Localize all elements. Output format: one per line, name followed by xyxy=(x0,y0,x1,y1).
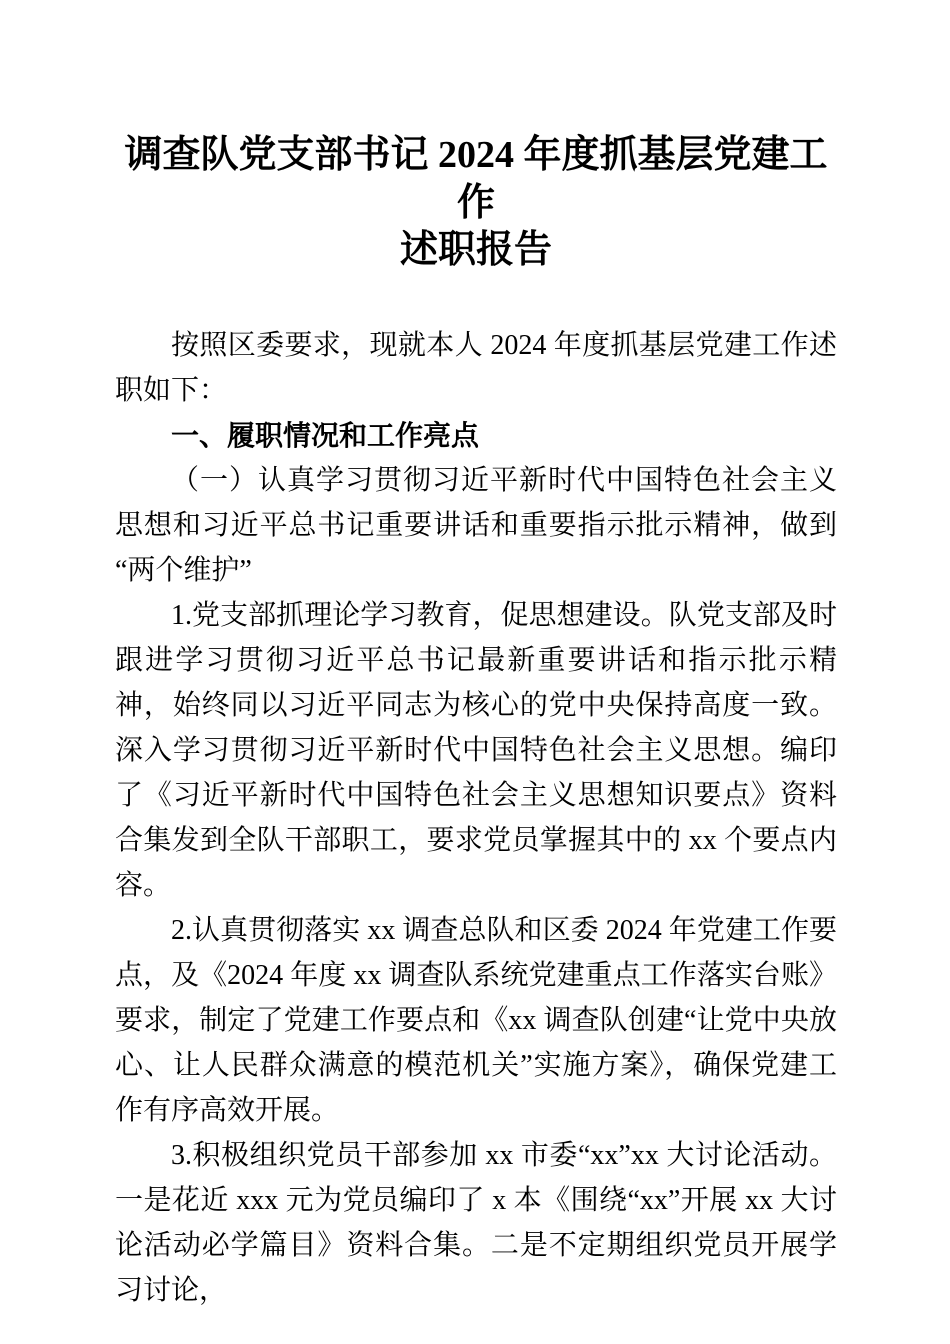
document-title xyxy=(115,132,837,275)
document-title-line-1: 调查队党支部书记 2024 年度抓基层党建工作 xyxy=(124,134,828,224)
section-1-heading: 一、履职情况和工作亮点 xyxy=(171,419,480,451)
body-paragraph-2: 2.认真贯彻落实 xx 调查总队和区委 2024 年党建工作要点，及《2024 年度 xx 调查队系统党建重点工作落实台账》要求，制定了党建工作要点和《xx 调查队创建“让党中央放心、让人民群众满意的模范机关”实施方案》，确保党建工作有序高效开展。 xyxy=(115,914,837,1126)
document-title-line-2: 述职报告 xyxy=(399,229,552,271)
section-1-1-subheading: （一）认真学习贯彻习近平新时代中国特色社会主义思想和习近平总书记重要讲话和重要指示批示精神，做到“两个维护” xyxy=(115,464,837,586)
intro-paragraph: 按照区委要求，现就本人 2024 年度抓基层党建工作述职如下： xyxy=(115,329,837,406)
body-paragraph-3: 3.积极组织党员干部参加 xx 市委“xx”xx 大讨论活动。一是花近 xxx 元为党员编印了 x 本《围绕“xx”开展 xx 大讨论活动必学篇目》资料合集。二是不定期组织党员开展学习讨论， xyxy=(115,1139,837,1306)
body-paragraph-1: 1.党支部抓理论学习教育，促思想建设。队党支部及时跟进学习贯彻习近平总书记最新重要讲话和指示批示精神，始终同以习近平同志为核心的党中央保持高度一致。深入学习贯彻习近平新时代中国特色社会主义思想。编印了《习近平新时代中国特色社会主义思想知识要点》资料合集发到全队干部职工，要求党员掌握其中的 xx 个要点内容。 xyxy=(115,599,837,901)
